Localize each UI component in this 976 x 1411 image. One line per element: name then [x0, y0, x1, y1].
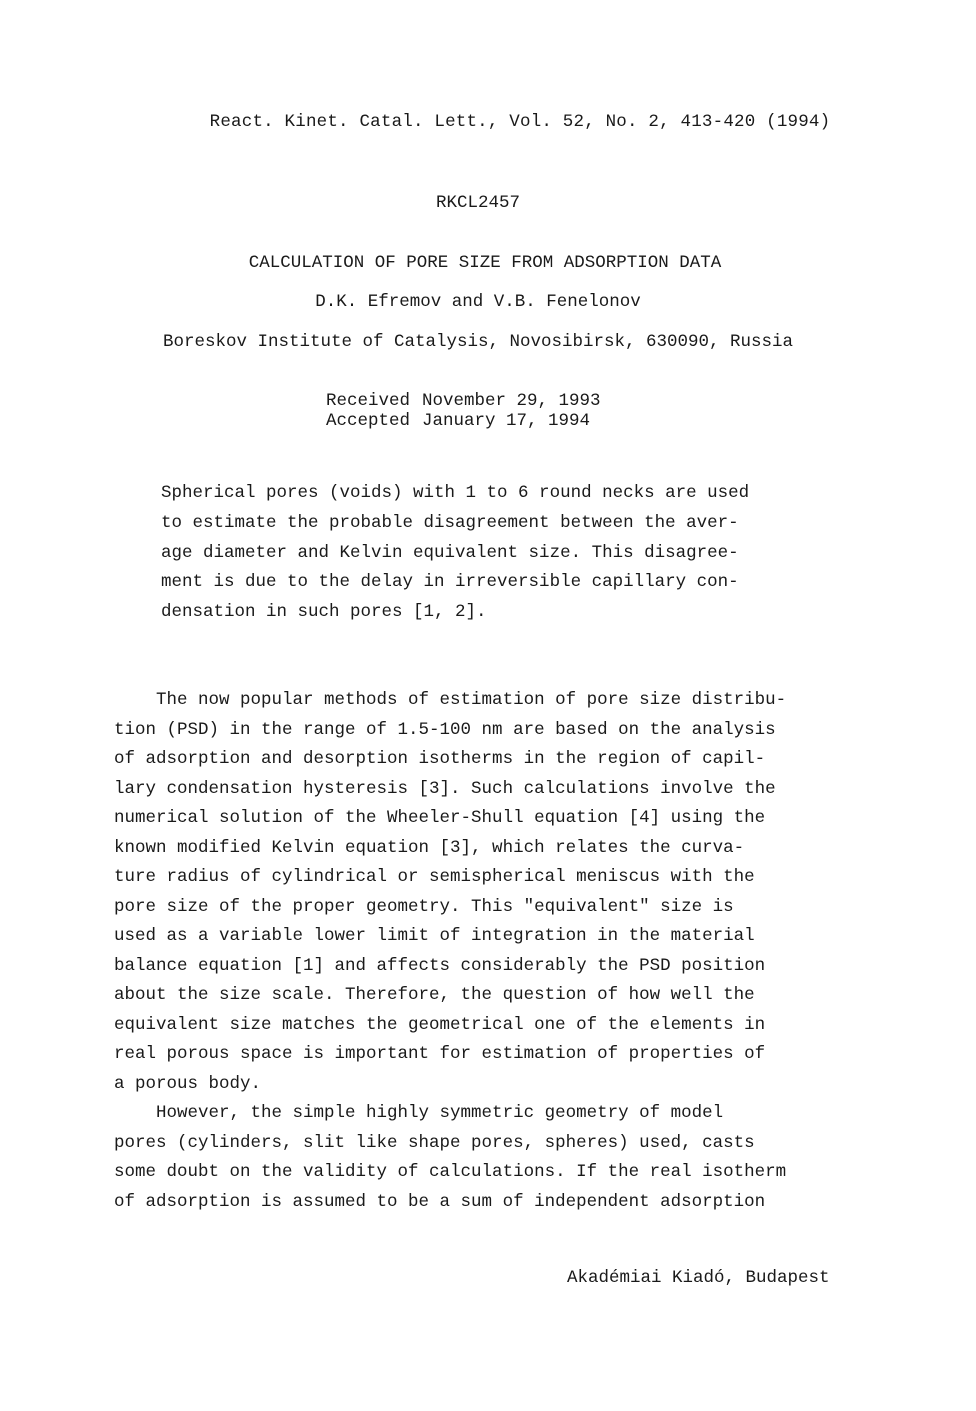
- abstract-line: Spherical pores (voids) with 1 to 6 round necks are used: [161, 483, 750, 503]
- accepted-label: Accepted: [326, 411, 411, 431]
- body-line: of adsorption is assumed to be a sum of independent adsorption: [114, 1191, 766, 1212]
- author-list: D.K. Efremov and V.B. Fenelonov: [315, 292, 641, 312]
- article-code: RKCL2457: [435, 193, 520, 213]
- abstract-line: age diameter and Kelvin equivalent size. This disagree-: [161, 542, 739, 563]
- body-line: used as a variable lower limit of integration in the material: [114, 926, 755, 946]
- body-line: known modified Kelvin equation [3], which relates the curva-: [114, 837, 745, 858]
- paper-title: CALCULATION OF PORE SIZE FROM ADSORPTION DATA: [248, 253, 722, 273]
- body-line: some doubt on the validity of calculations. If the real isotherm: [114, 1162, 787, 1182]
- abstract-line: to estimate the probable disagreement between the aver-: [161, 512, 739, 533]
- received-row: [326, 391, 613, 411]
- received-label: Received: [326, 391, 411, 411]
- body-line: However, the simple highly symmetric geometry of model: [114, 1103, 724, 1123]
- abstract-line: ment is due to the delay in irreversible capillary con-: [161, 572, 739, 593]
- body-line: about the size scale. Therefore, the question of how well the: [114, 985, 755, 1005]
- received-date: November 29, 1993: [422, 391, 601, 411]
- body-line: of adsorption and desorption isotherms in the region of capil-: [114, 749, 766, 769]
- author-affiliation: Boreskov Institute of Catalysis, Novosibirsk, 630090, Russia: [162, 332, 794, 352]
- body-line: a porous body.: [114, 1073, 262, 1094]
- body-line: real porous space is important for estimation of properties of: [114, 1044, 766, 1064]
- accepted-row: [326, 411, 613, 431]
- body-line: ture radius of cylindrical or semispherical meniscus with the: [114, 867, 755, 887]
- submission-dates: [326, 391, 613, 431]
- journal-citation: React. Kinet. Catal. Lett., Vol. 52, No. 2, 413-420 (1994): [209, 112, 831, 132]
- body-line: pore size of the proper geometry. This "equivalent" size is: [114, 896, 734, 917]
- body-line: The now popular methods of estimation of pore size distribu-: [114, 690, 787, 710]
- abstract-line: densation in such pores [1, 2].: [161, 602, 487, 623]
- body-line: pores (cylinders, slit like shape pores, spheres) used, casts: [114, 1132, 755, 1153]
- body-line: lary condensation hysteresis [3]. Such calculations involve the: [114, 778, 776, 799]
- abstract: [161, 479, 841, 628]
- body-line: balance equation [1] and affects considerably the PSD position: [114, 955, 766, 976]
- body-line: numerical solution of the Wheeler-Shull equation [4] using the: [114, 808, 766, 828]
- body-text: [114, 686, 874, 1217]
- accepted-date: January 17, 1994: [422, 411, 591, 431]
- publisher-footer: Akadémiai Kiadó, Budapest: [567, 1268, 830, 1288]
- body-line: tion (PSD) in the range of 1.5-100 nm are based on the analysis: [114, 719, 776, 740]
- body-line: equivalent size matches the geometrical one of the elements in: [114, 1014, 766, 1035]
